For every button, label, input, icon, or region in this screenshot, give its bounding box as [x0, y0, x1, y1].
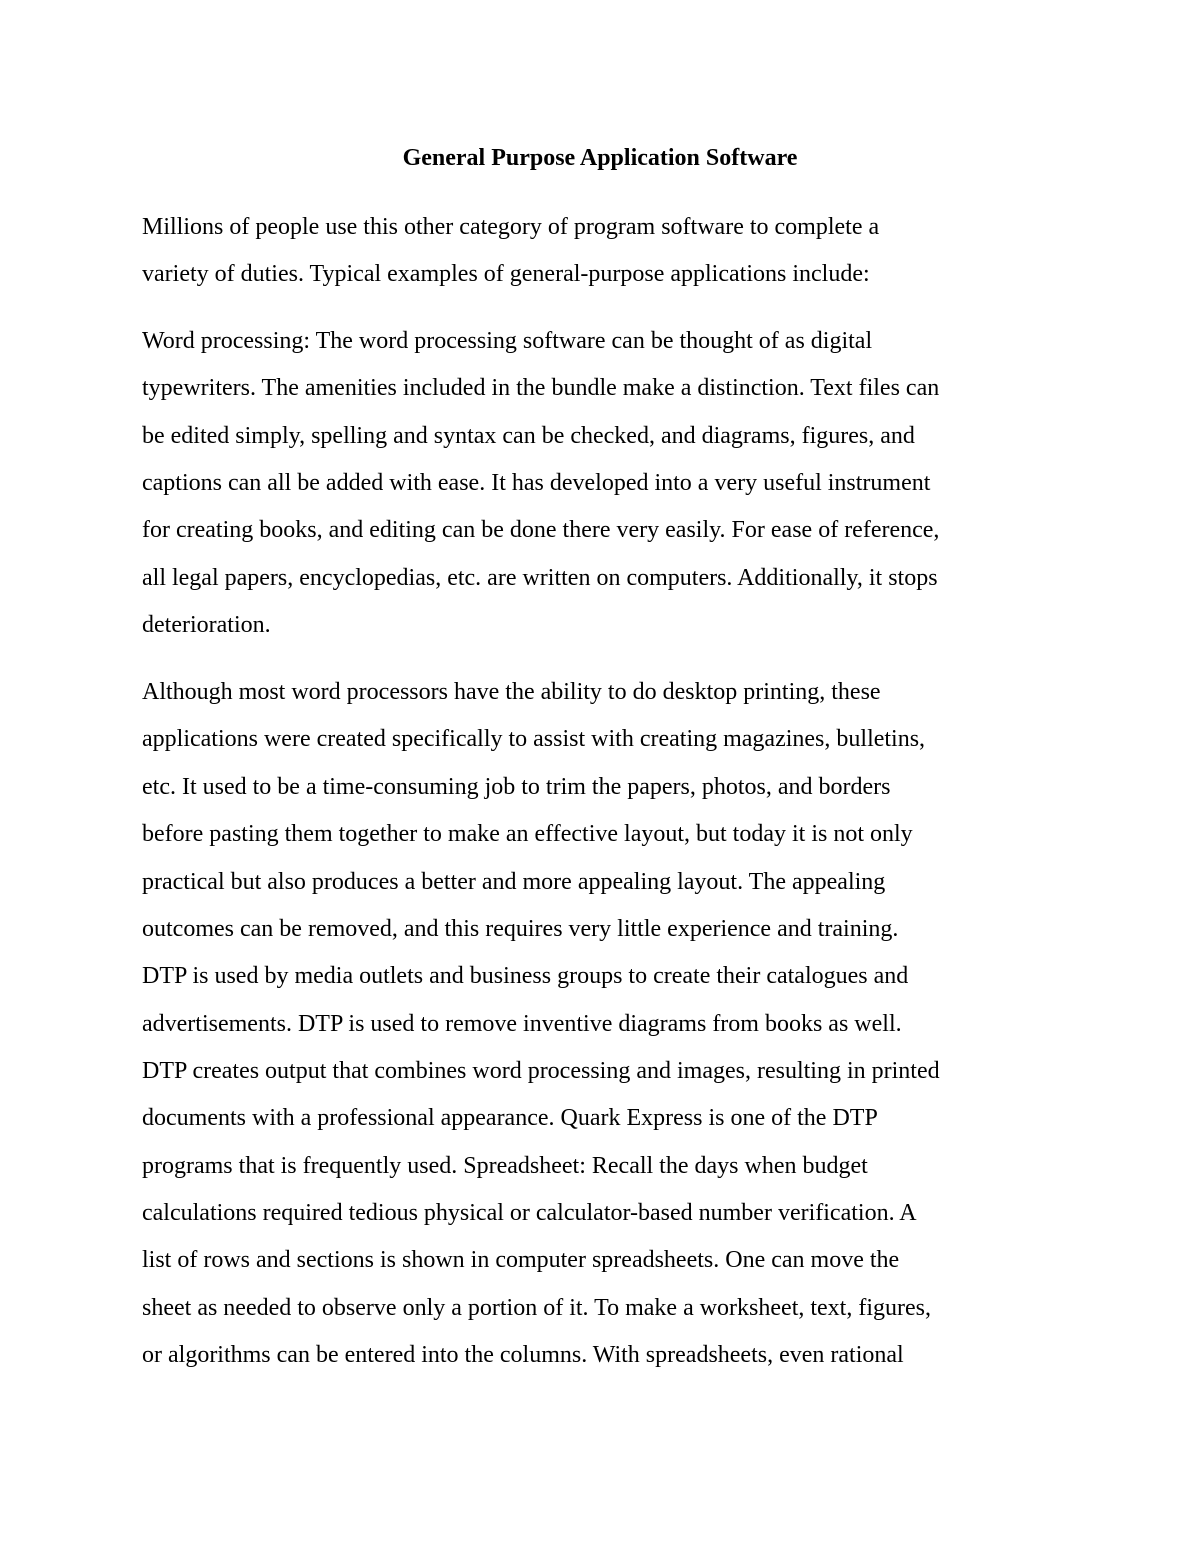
paragraph-line: typewriters. The amenities included in the bundle make a distinction. Text files can: [142, 375, 940, 401]
paragraph-line: deterioration.: [142, 612, 271, 638]
paragraph-line: list of rows and sections is shown in computer spreadsheets. One can move the: [142, 1247, 900, 1273]
paragraph-line: DTP is used by media outlets and business groups to create their catalogues and: [142, 963, 909, 989]
paragraph-line: Millions of people use this other category of program software to complete a: [142, 214, 880, 240]
paragraph-line: or algorithms can be entered into the columns. With spreadsheets, even rational: [142, 1342, 904, 1368]
paragraph-line: practical but also produces a better and more appealing layout. The appealing: [142, 869, 886, 895]
paragraph-line: for creating books, and editing can be done there very easily. For ease of reference,: [142, 517, 940, 543]
paragraph-line: captions can all be added with ease. It has developed into a very useful instrument: [142, 470, 931, 496]
paragraph-line: advertisements. DTP is used to remove inventive diagrams from books as well.: [142, 1011, 902, 1037]
paragraph-line: calculations required tedious physical or calculator-based number verification. A: [142, 1200, 917, 1226]
paragraph-line: be edited simply, spelling and syntax can be checked, and diagrams, figures, and: [142, 423, 915, 449]
paragraph-line: DTP creates output that combines word processing and images, resulting in printed: [142, 1058, 940, 1084]
paragraph-line: sheet as needed to observe only a portion of it. To make a worksheet, text, figures,: [142, 1295, 931, 1321]
paragraph-line: applications were created specifically to assist with creating magazines, bulletins,: [142, 726, 926, 752]
paragraph-line: documents with a professional appearance. Quark Express is one of the DTP: [142, 1105, 878, 1131]
paragraph-line: programs that is frequently used. Spreadsheet: Recall the days when budget: [142, 1153, 868, 1179]
paragraph-line: Although most word processors have the ability to do desktop printing, these: [142, 679, 881, 705]
paragraph-line: Word processing: The word processing software can be thought of as digital: [142, 328, 873, 354]
paragraph-line: outcomes can be removed, and this requires very little experience and training.: [142, 916, 899, 942]
paragraph-line: etc. It used to be a time-consuming job to trim the papers, photos, and borders: [142, 774, 891, 800]
paragraph-line: variety of duties. Typical examples of general-purpose applications include:: [142, 261, 870, 287]
paragraph-line: before pasting them together to make an effective layout, but today it is not only: [142, 821, 913, 847]
document-title: General Purpose Application Software: [402, 145, 798, 171]
paragraph-line: all legal papers, encyclopedias, etc. are written on computers. Additionally, it stops: [142, 565, 938, 591]
